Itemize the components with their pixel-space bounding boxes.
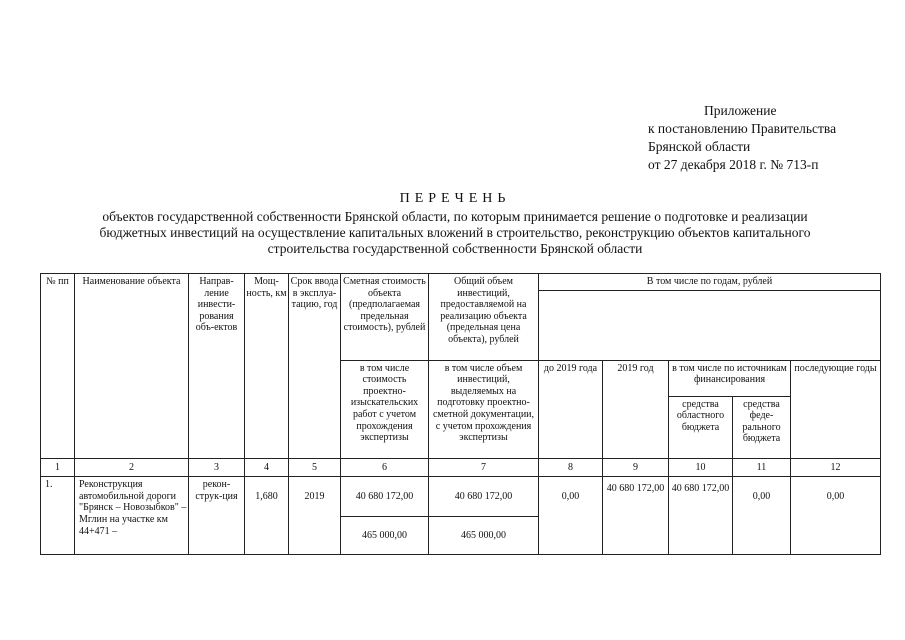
header-by-years-spacer xyxy=(539,290,881,360)
subtitle-line-1: объектов государственной собственности Брянской области, по которым принимается решение о подготовке и реализации xyxy=(102,209,808,224)
objects-table xyxy=(40,273,881,555)
header-by-sources: в том числе по источникам финансирования xyxy=(669,360,791,396)
header-direction: Направ-ление инвести-рования объ-ектов xyxy=(189,274,245,459)
col-number-7: 7 xyxy=(429,458,539,477)
header-power: Мощ-ность, км xyxy=(245,274,289,459)
row-1-2019: 40 680 172,00 xyxy=(603,477,669,555)
row-1-estimated-cost: 40 680 172,00 xyxy=(341,477,429,517)
col-number-4: 4 xyxy=(245,458,289,477)
subtitle-line-3: строительства государственной собственности Брянской области xyxy=(267,241,643,256)
row-1-federal-budget: 0,00 xyxy=(733,477,791,555)
header-total-investment-sub: в том числе объем инвестиций, выделяемых на подготовку проектно-сметной документации, с учетом прохождения экспертизы xyxy=(429,360,539,458)
row-1-num: 1. xyxy=(41,477,75,555)
document-subtitle xyxy=(40,209,870,257)
header-before-2019: до 2019 года xyxy=(539,360,603,458)
subtitle-line-2: бюджетных инвестиций на осуществление капитальных вложений в строительство, реконструкцию объектов капитального xyxy=(99,225,811,240)
annex-block xyxy=(648,102,836,174)
document-title: ПЕРЕЧЕНЬ xyxy=(399,191,511,206)
row-1-total-investment-sub: 465 000,00 xyxy=(429,517,539,555)
header-federal-budget: средства феде-рального бюджета xyxy=(733,396,791,458)
annex-resolution: к постановлению Правительства xyxy=(648,121,837,136)
row-1-later-years: 0,00 xyxy=(791,477,881,555)
col-number-5: 5 xyxy=(289,458,341,477)
col-number-10: 10 xyxy=(669,458,733,477)
row-1-direction: рекон-струк-ция xyxy=(189,477,245,555)
col-number-11: 11 xyxy=(733,458,791,477)
col-number-1: 1 xyxy=(41,458,75,477)
header-by-years: В том числе по годам, рублей xyxy=(539,274,881,291)
header-term: Срок ввода в эксплуа-тацию, год xyxy=(289,274,341,459)
header-estimated-cost-sub: в том числе стоимость проектно-изыскательских работ с учетом прохождения экспертизы xyxy=(341,360,429,458)
header-num: № пп xyxy=(41,274,75,459)
annex-date-number: от 27 декабря 2018 г. № 713-п xyxy=(648,157,819,172)
header-name: Наименование объекта xyxy=(75,274,189,459)
row-1-term: 2019 xyxy=(289,477,341,555)
col-number-6: 6 xyxy=(341,458,429,477)
header-2019: 2019 год xyxy=(603,360,669,458)
col-number-12: 12 xyxy=(791,458,881,477)
header-estimated-cost: Сметная стоимость объекта (предполагаемая предельная стоимость), рублей xyxy=(341,274,429,361)
row-1-estimated-cost-sub: 465 000,00 xyxy=(341,517,429,555)
row-1-power: 1,680 xyxy=(245,477,289,555)
col-number-2: 2 xyxy=(75,458,189,477)
row-1-before-2019: 0,00 xyxy=(539,477,603,555)
header-total-investment: Общий объем инвестиций, предоставляемой на реализацию объекта (предельная цена объекта), рублей xyxy=(429,274,539,361)
row-1-total-investment: 40 680 172,00 xyxy=(429,477,539,517)
row-1-name: Реконструкция автомобильной дороги "Брянск – Новозыбков" – Мглин на участке км 44+471 – xyxy=(75,477,189,555)
annex-region: Брянской области xyxy=(648,139,751,154)
col-number-9: 9 xyxy=(603,458,669,477)
col-number-3: 3 xyxy=(189,458,245,477)
header-regional-budget: средства областного бюджета xyxy=(669,396,733,458)
annex-label: Приложение xyxy=(704,103,777,118)
header-later-years: последующие годы xyxy=(791,360,881,458)
col-number-8: 8 xyxy=(539,458,603,477)
row-1-regional-budget: 40 680 172,00 xyxy=(669,477,733,555)
